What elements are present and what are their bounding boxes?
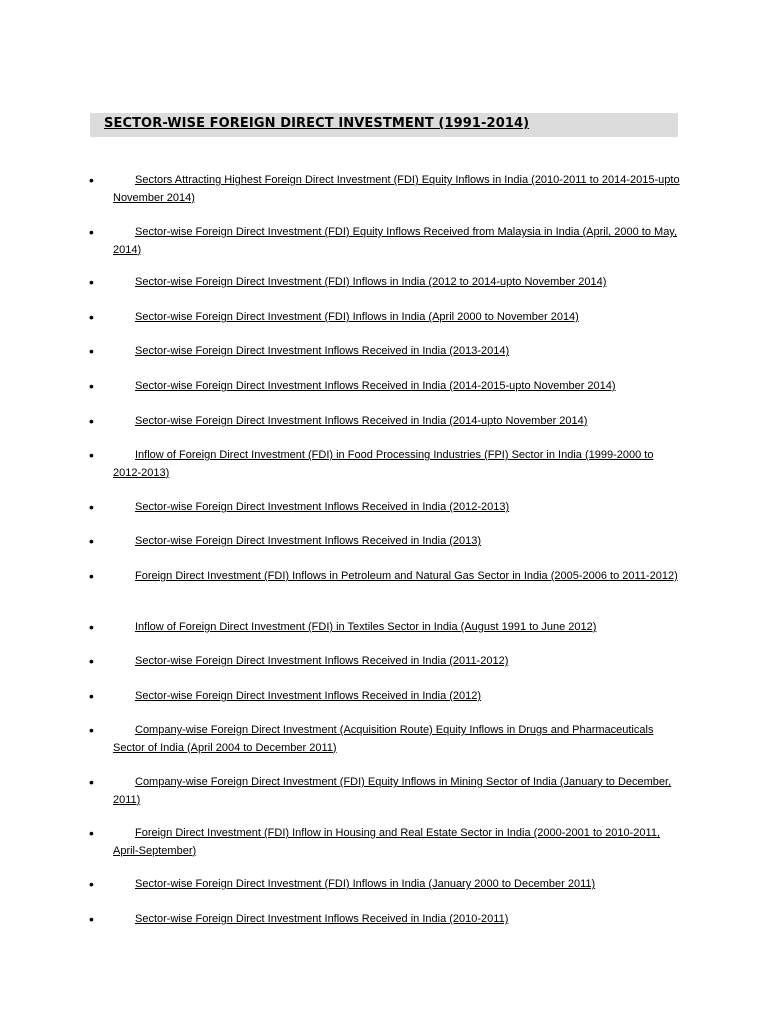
document-link[interactable]: Sector-wise Foreign Direct Investment Inflows Received in India (2014-upto November 2014) — [135, 415, 588, 427]
bullet-icon: • — [89, 309, 94, 325]
bullet-icon: • — [89, 876, 94, 892]
document-link[interactable]: Sector-wise Foreign Direct Investment Inflows Received in India (2012) — [135, 690, 482, 702]
bullet-icon: • — [89, 722, 94, 738]
bullet-icon: • — [89, 688, 94, 704]
bullet-icon: • — [89, 274, 94, 290]
document-link[interactable]: Sector-wise Foreign Direct Investment Inflows Received in India (2011-2012) — [135, 655, 509, 667]
bullet-icon: • — [89, 825, 94, 841]
bullet-icon: • — [89, 911, 94, 927]
document-link[interactable]: Foreign Direct Investment (FDI) Inflows in Petroleum and Natural Gas Sector in India (2005-2006 to 2011-2012) — [135, 570, 678, 582]
document-link[interactable]: Sector-wise Foreign Direct Investment Inflows Received in India (2013) — [135, 535, 482, 547]
bullet-icon: • — [89, 343, 94, 359]
bullet-icon: • — [89, 533, 94, 549]
document-link[interactable]: Sector-wise Foreign Direct Investment (FDI) Inflows in India (January 2000 to December 2011) — [135, 878, 596, 890]
bullet-icon: • — [89, 619, 94, 635]
document-link[interactable]: Foreign Direct Investment (FDI) Inflow in Housing and Real Estate Sector in India (2000-2001 to 2010-2011, April-September) — [113, 827, 661, 857]
bullet-icon: • — [89, 653, 94, 669]
document-link[interactable]: Inflow of Foreign Direct Investment (FDI) in Food Processing Industries (FPI) Sector in India (1999-2000 to 2012-2013) — [113, 449, 654, 479]
bullet-icon: • — [89, 447, 94, 463]
document-link[interactable]: Sector-wise Foreign Direct Investment Inflows Received in India (2014-2015-upto November 2014) — [135, 380, 616, 392]
bullet-icon: • — [89, 224, 94, 240]
document-link[interactable]: Sector-wise Foreign Direct Investment Inflows Received in India (2010-2011) — [135, 913, 509, 925]
document-link[interactable]: Sector-wise Foreign Direct Investment (FDI) Inflows in India (April 2000 to November 2014) — [135, 311, 579, 323]
document-link[interactable]: Sectors Attracting Highest Foreign Direct Investment (FDI) Equity Inflows in India (2010-2011 to 2014-2015-upto November 2014) — [113, 174, 680, 204]
bullet-icon: • — [89, 378, 94, 394]
heading-bar — [90, 113, 678, 137]
document-link[interactable]: Inflow of Foreign Direct Investment (FDI) in Textiles Sector in India (August 1991 to June 2012) — [135, 621, 597, 633]
bullet-icon: • — [89, 172, 94, 188]
document-link[interactable]: Sector-wise Foreign Direct Investment (FDI) Equity Inflows Received from Malaysia in India (April, 2000 to May, 2014) — [113, 226, 678, 256]
document-link[interactable]: Company-wise Foreign Direct Investment (Acquisition Route) Equity Inflows in Drugs and Pharmaceuticals Sector of India (April 2004 to December 2011) — [113, 724, 654, 754]
bullet-icon: • — [89, 499, 94, 515]
document-link[interactable]: Sector-wise Foreign Direct Investment (FDI) Inflows in India (2012 to 2014-upto November 2014) — [135, 276, 607, 288]
document-link[interactable]: Sector-wise Foreign Direct Investment Inflows Received in India (2012-2013) — [135, 501, 510, 513]
document-link[interactable]: Sector-wise Foreign Direct Investment Inflows Received in India (2013-2014) — [135, 345, 510, 357]
document-link[interactable]: Company-wise Foreign Direct Investment (FDI) Equity Inflows in Mining Sector of India (January to December, 2011) — [113, 776, 672, 806]
bullet-icon: • — [89, 774, 94, 790]
bullet-icon: • — [89, 568, 94, 584]
page-title: SECTOR-WISE FOREIGN DIRECT INVESTMENT (1991-2014) — [104, 116, 530, 131]
bullet-icon: • — [89, 413, 94, 429]
